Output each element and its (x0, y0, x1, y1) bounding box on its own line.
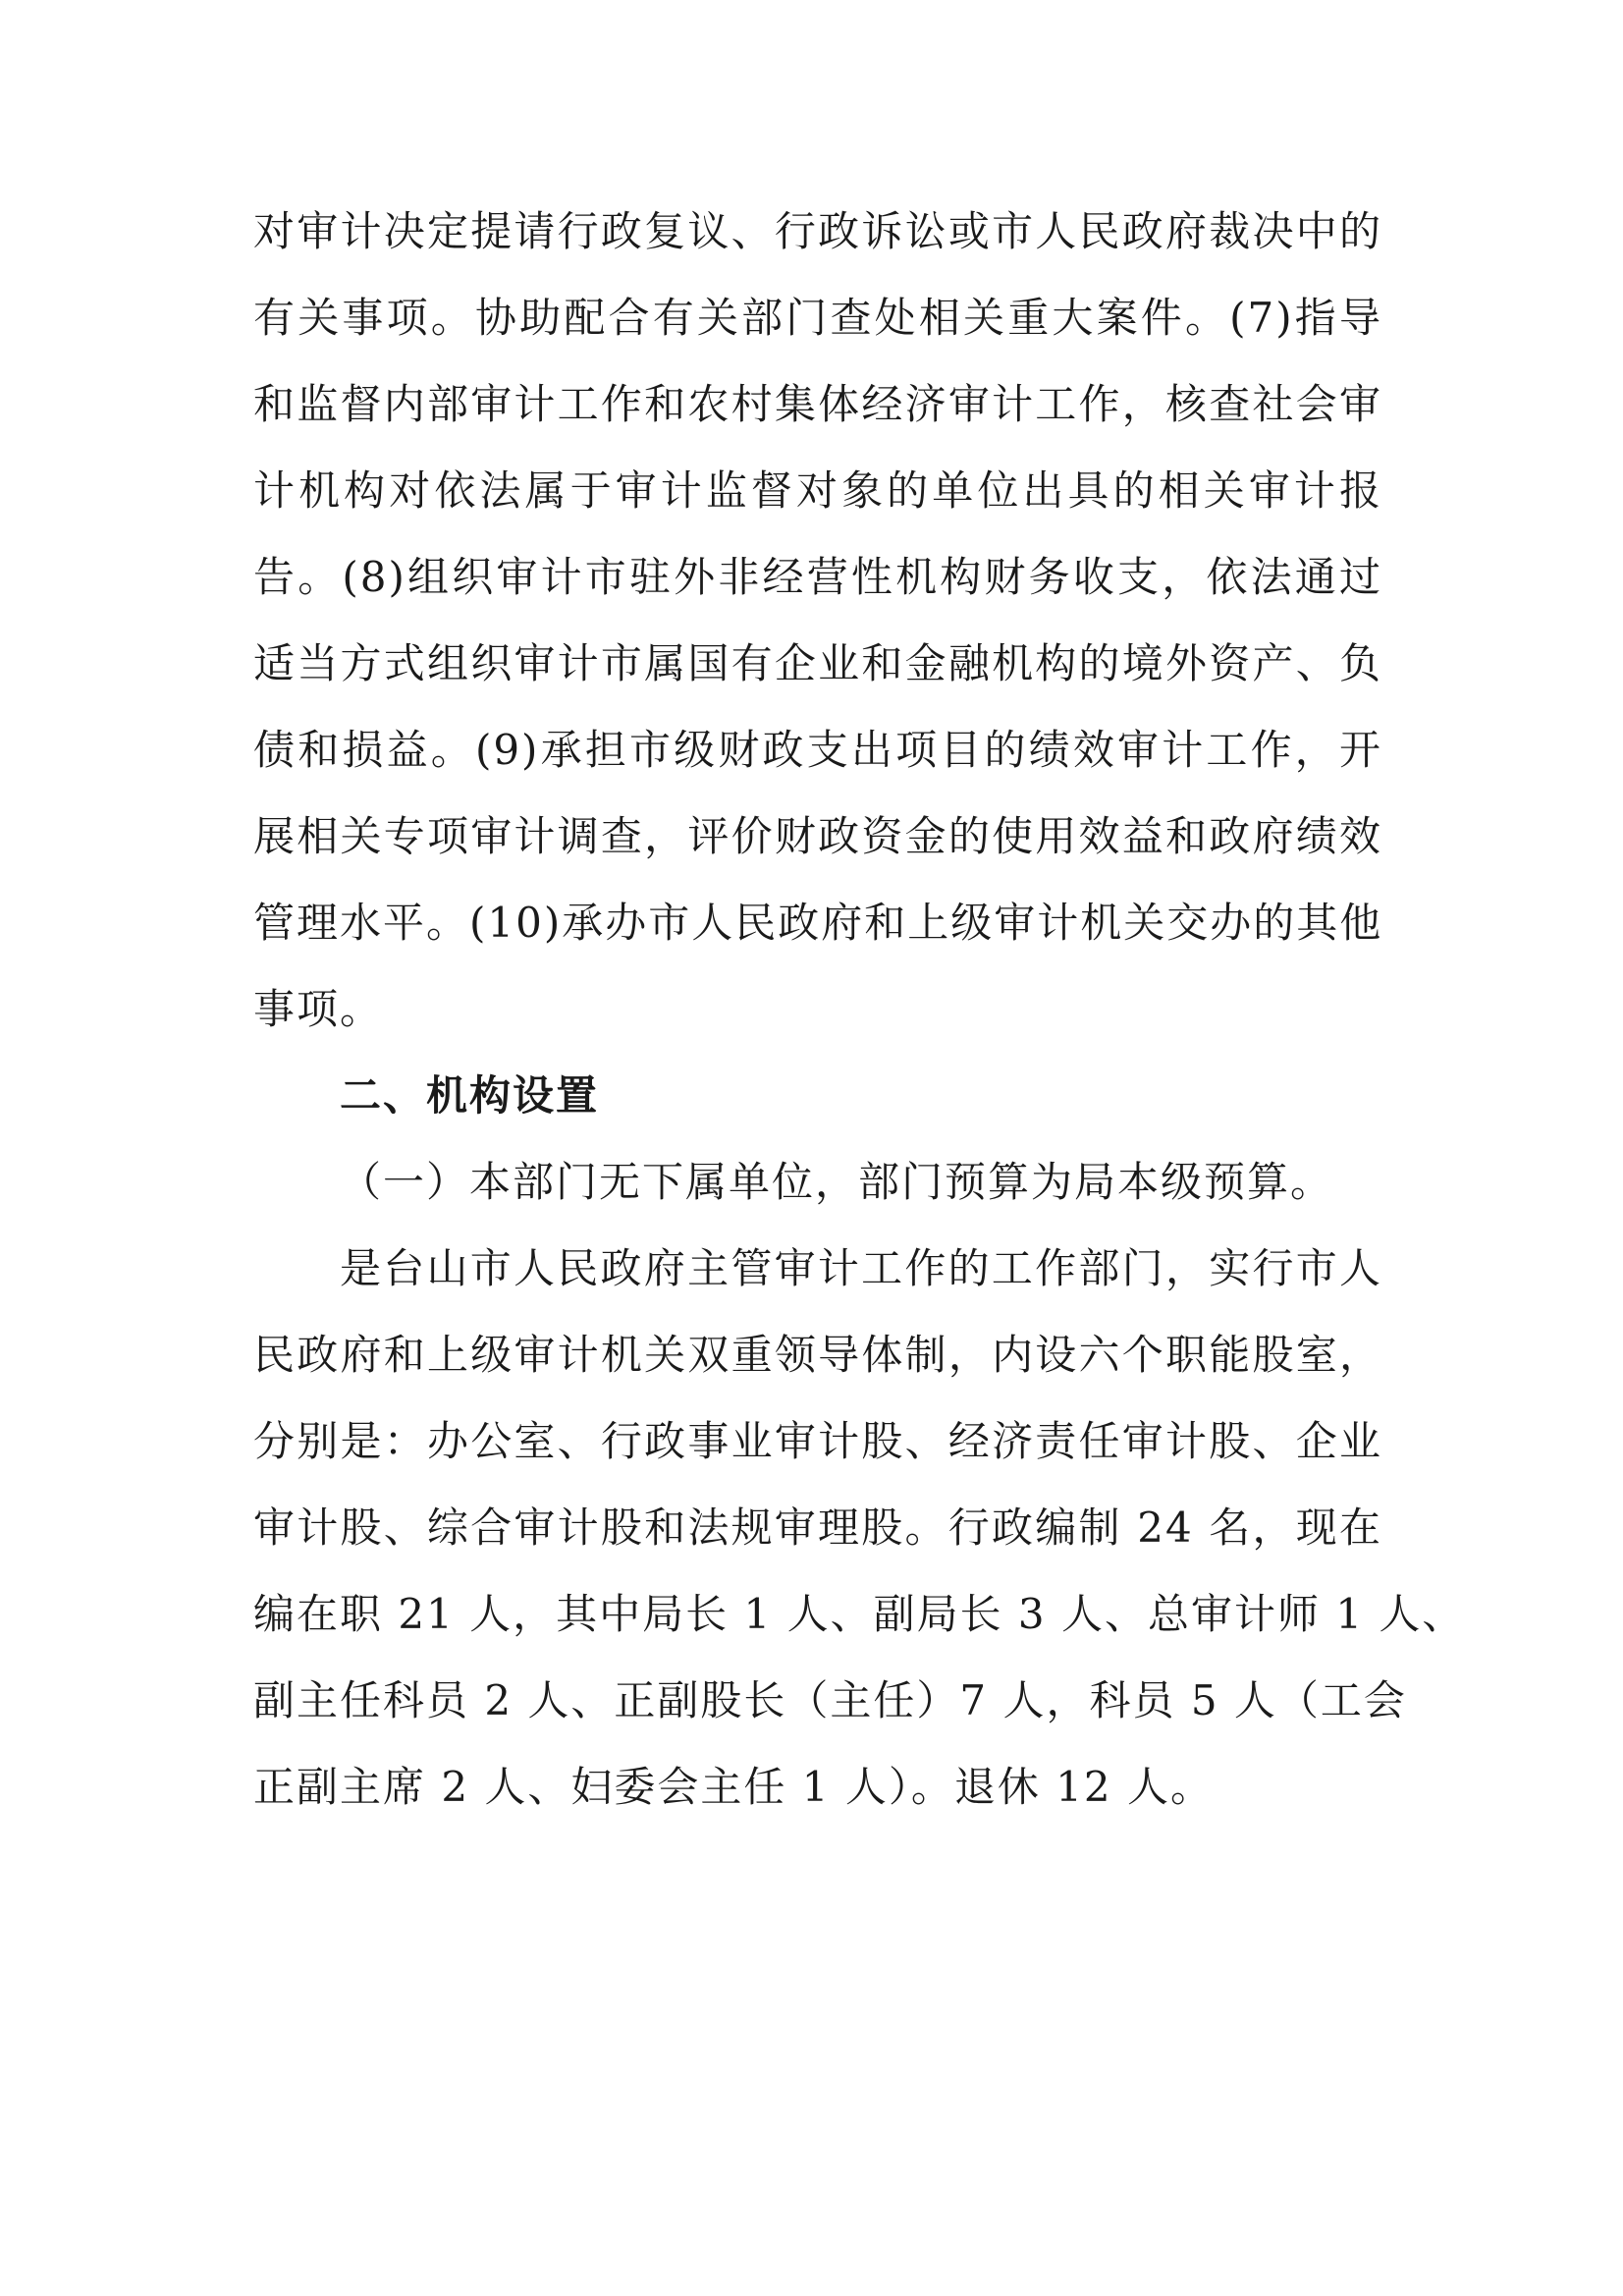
text-line: 管理水平。(10)承办市人民政府和上级审计机关交办的其他 (253, 899, 1383, 947)
text-line: 对审计决定提请行政复议、行政诉讼或市人民政府裁决中的 (253, 207, 1382, 255)
paragraph-organization (253, 1226, 1466, 1831)
text-line: 编在职 21 人，其中局长 1 人、副局长 3 人、总审计师 1 人、 (253, 1590, 1466, 1638)
section-heading: 二、机构设置 (340, 1071, 600, 1120)
text-line: 审计股、综合审计股和法规审理股。行政编制 24 名，现在 (253, 1503, 1382, 1552)
text-line: 正副主席 2 人、妇委会主任 1 人）。退休 12 人。 (253, 1763, 1214, 1811)
text-line: 告。(8)组织审计市驻外非经营性机构财务收支，依法通过 (253, 553, 1382, 601)
text-line: 债和损益。(9)承担市级财政支出项目的绩效审计工作，开 (253, 726, 1382, 774)
text-line: 计机构对依法属于审计监督对象的单位出具的相关审计报 (253, 466, 1382, 515)
text-line: 适当方式组织审计市属国有企业和金融机构的境外资产、负 (253, 639, 1382, 687)
text-line: 民政府和上级审计机关双重领导体制，内设六个职能股室， (253, 1331, 1382, 1379)
subsection-text: （一）本部门无下属单位，部门预算为局本级预算。 (340, 1158, 1334, 1206)
text-line: 分别是：办公室、行政事业审计股、经济责任审计股、企业 (253, 1417, 1382, 1465)
text-line: 和监督内部审计工作和农村集体经济审计工作，核查社会审 (253, 380, 1382, 428)
document-body (253, 189, 1466, 1831)
text-line: 是台山市人民政府主管审计工作的工作部门，实行市人 (340, 1244, 1382, 1292)
text-line: 事项。 (253, 985, 384, 1033)
text-line: 有关事项。协助配合有关部门查处相关重大案件。(7)指导 (253, 294, 1382, 342)
text-line: 展相关专项审计调查，评价财政资金的使用效益和政府绩效 (253, 812, 1382, 860)
paragraph-functions-continued (253, 189, 1382, 1053)
text-line: 副主任科员 2 人、正副股长（主任）7 人，科员 5 人（工会 (253, 1676, 1407, 1724)
